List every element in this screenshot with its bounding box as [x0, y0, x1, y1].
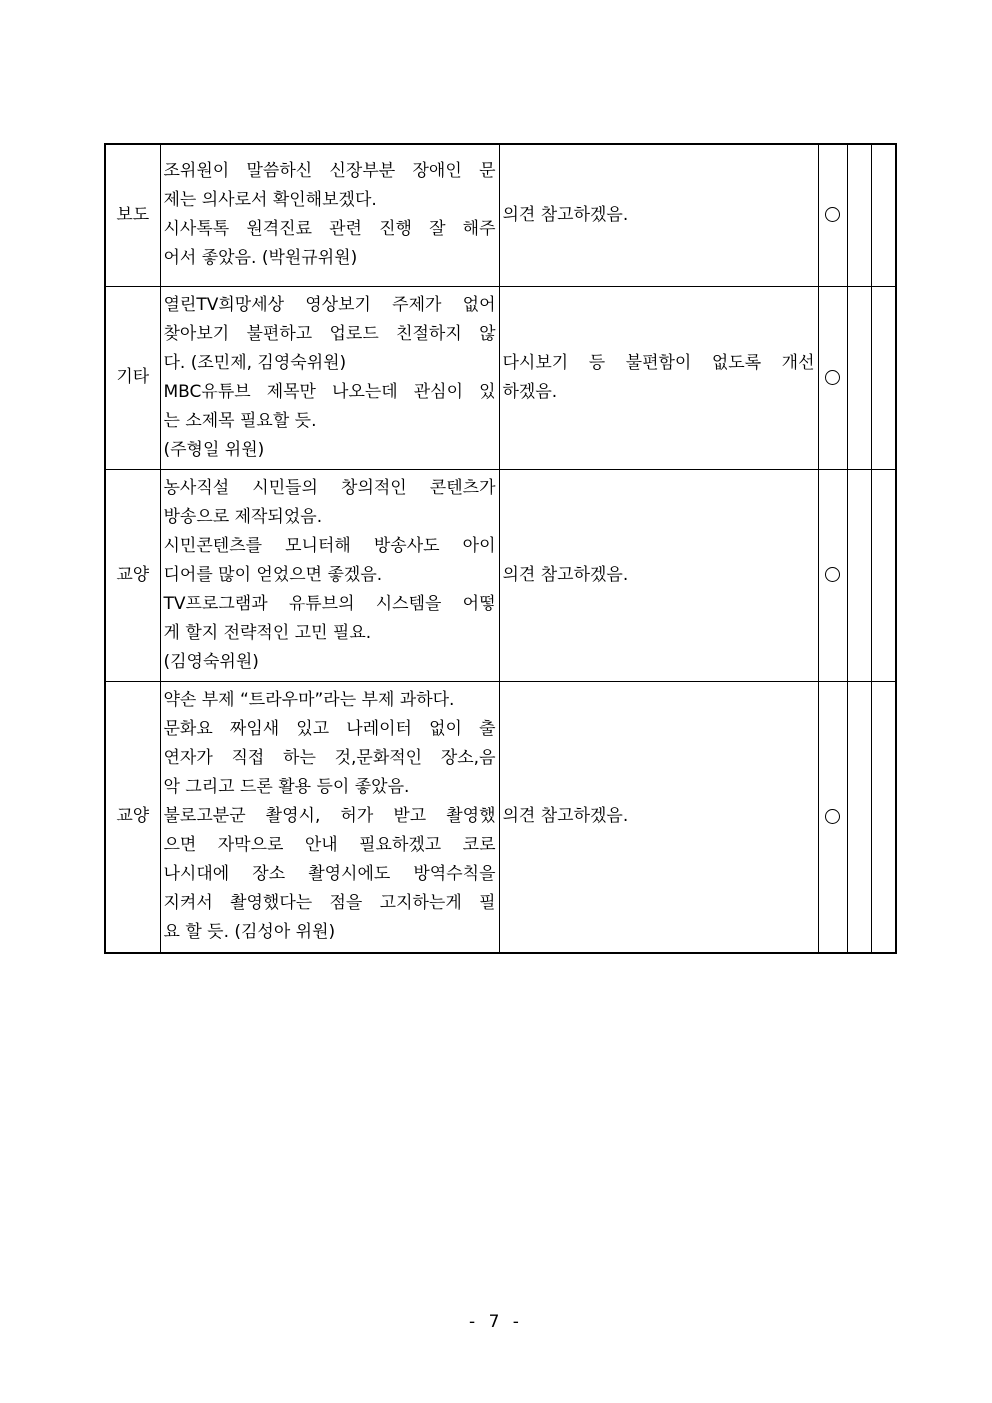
status-cell — [818, 469, 847, 681]
opinion-line: 디어를 많이 얻었으면 좋겠음. — [163, 564, 383, 585]
empty-status-cell — [871, 469, 896, 681]
opinion-line: 문화요 짜임새 있고 나레이터 없이 출 — [163, 719, 496, 740]
status-cell — [818, 681, 847, 953]
response-line: 의견 참고하겠음. — [502, 806, 629, 827]
empty-status-cell — [871, 144, 896, 286]
empty-status-cell — [871, 286, 896, 469]
response-line: 의견 참고하겠음. — [502, 564, 629, 585]
opinion-table — [104, 143, 897, 954]
page-number: - 7 - — [469, 1312, 523, 1332]
opinion-line: TV프로그램과 유튜브의 시스템을 어떻 — [163, 593, 496, 614]
opinion-line: 방송으로 제작되었음. — [163, 506, 323, 527]
circle-mark-icon — [825, 567, 840, 582]
opinion-line: 시민콘텐츠를 모니터해 방송사도 아이 — [163, 535, 496, 556]
opinion-line: (김영숙위원) — [163, 651, 259, 672]
opinion-line: 으면 자막으로 안내 필요하겠고 코로 — [163, 835, 496, 856]
response-cell — [499, 286, 818, 469]
table-row — [105, 144, 896, 286]
opinion-cell — [160, 144, 499, 286]
opinion-line: 는 소제목 필요할 듯. — [163, 410, 317, 431]
opinion-line: 조위원이 말씀하신 신장부분 장애인 문 — [163, 161, 496, 182]
empty-status-cell — [871, 681, 896, 953]
response-line: 하겠음. — [502, 381, 558, 402]
opinion-cell — [160, 681, 499, 953]
opinion-line: 시사톡톡 원격진료 관련 진행 잘 해주 — [163, 219, 496, 240]
opinion-line: 불로고분군 촬영시, 허가 받고 촬영했 — [163, 806, 496, 827]
circle-mark-icon — [825, 809, 840, 824]
opinion-line: 약손 부제 “트라우마”라는 부제 과하다. — [163, 690, 455, 711]
table-row — [105, 469, 896, 681]
opinion-line: 요 할 듯. (김성아 위원) — [163, 922, 336, 943]
opinion-line: 다. (조민제, 김영숙위원) — [163, 352, 347, 373]
opinion-line: 게 할지 전략적인 고민 필요. — [163, 622, 372, 643]
empty-status-cell — [847, 286, 871, 469]
response-line: 의견 참고하겠음. — [502, 204, 629, 225]
opinion-table-body — [105, 144, 896, 953]
circle-mark-icon — [825, 370, 840, 385]
category-cell: 교양 — [105, 681, 160, 953]
empty-status-cell — [847, 144, 871, 286]
category-cell: 교양 — [105, 469, 160, 681]
empty-status-cell — [847, 469, 871, 681]
opinion-line: 악 그리고 드론 활용 등이 좋았음. — [163, 777, 410, 798]
opinion-line: 찾아보기 불편하고 업로드 친절하지 않 — [163, 323, 496, 344]
opinion-cell — [160, 286, 499, 469]
opinion-line: MBC유튜브 제목만 나오는데 관심이 있 — [163, 381, 496, 402]
opinion-line: 지켜서 촬영했다는 점을 고지하는게 필 — [163, 893, 496, 914]
opinion-line: 어서 좋았음. (박원규위원) — [163, 248, 358, 269]
opinion-line: 농사직설 시민들의 창의적인 콘텐츠가 — [163, 477, 496, 498]
opinion-line: 열린TV희망세상 영상보기 주제가 없어 — [163, 294, 496, 315]
category-cell: 기타 — [105, 286, 160, 469]
status-cell — [818, 144, 847, 286]
response-line: 다시보기 등 불편함이 없도록 개선 — [502, 352, 815, 373]
opinion-line: 연자가 직접 하는 것,문화적인 장소,음 — [163, 748, 496, 769]
opinion-line: 나시대에 장소 촬영시에도 방역수칙을 — [163, 864, 496, 885]
opinion-line: 제는 의사로서 확인해보겠다. — [163, 190, 377, 211]
table-row — [105, 681, 896, 953]
opinion-cell — [160, 469, 499, 681]
status-cell — [818, 286, 847, 469]
circle-mark-icon — [825, 207, 840, 222]
response-cell — [499, 681, 818, 953]
response-cell — [499, 144, 818, 286]
opinion-line: (주형일 위원) — [163, 439, 265, 460]
response-cell — [499, 469, 818, 681]
category-cell: 보도 — [105, 144, 160, 286]
table-row — [105, 286, 896, 469]
empty-status-cell — [847, 681, 871, 953]
